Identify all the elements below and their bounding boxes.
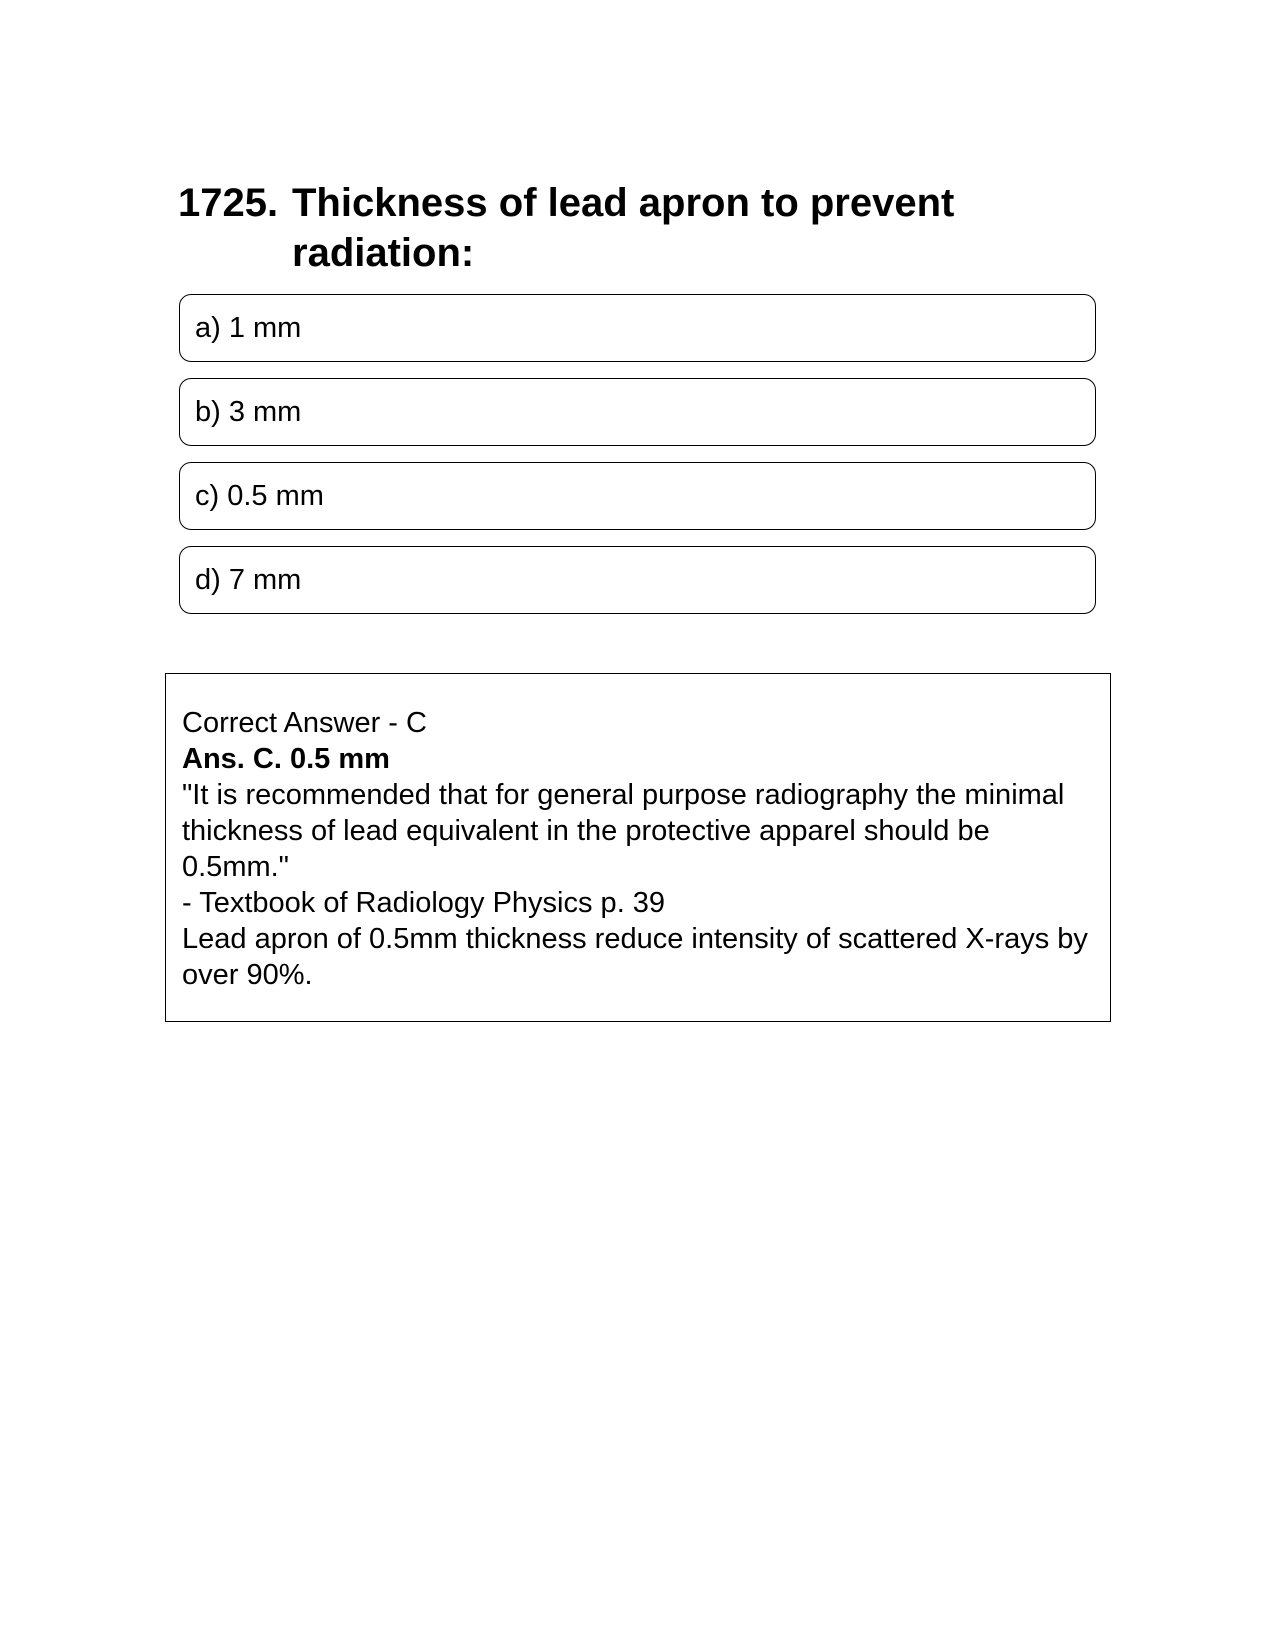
answer-explanation-box: [165, 673, 1111, 1022]
answer-heading: Ans. C. 0.5 mm: [182, 743, 390, 775]
answer-note: Lead apron of 0.5mm thickness reduce intensity of scattered X-rays by over 90%.: [182, 923, 1088, 991]
question-text: Thickness of lead apron to prevent radiation:: [292, 181, 955, 275]
option-d[interactable]: d) 7 mm: [179, 546, 1096, 614]
option-a[interactable]: a) 1 mm: [179, 294, 1096, 362]
answer-quote: "It is recommended that for general purpose radiography the minimal thickness of lead equivalent in the protective apparel should be 0.5mm.": [182, 779, 1065, 883]
answer-source: - Textbook of Radiology Physics p. 39: [182, 887, 666, 919]
correct-answer-line: Correct Answer - C: [182, 707, 427, 739]
option-c[interactable]: c) 0.5 mm: [179, 462, 1096, 530]
question-heading: [178, 178, 1078, 278]
question-number: 1725.: [178, 181, 279, 225]
option-b[interactable]: b) 3 mm: [179, 378, 1096, 446]
options-list: [179, 294, 1096, 630]
